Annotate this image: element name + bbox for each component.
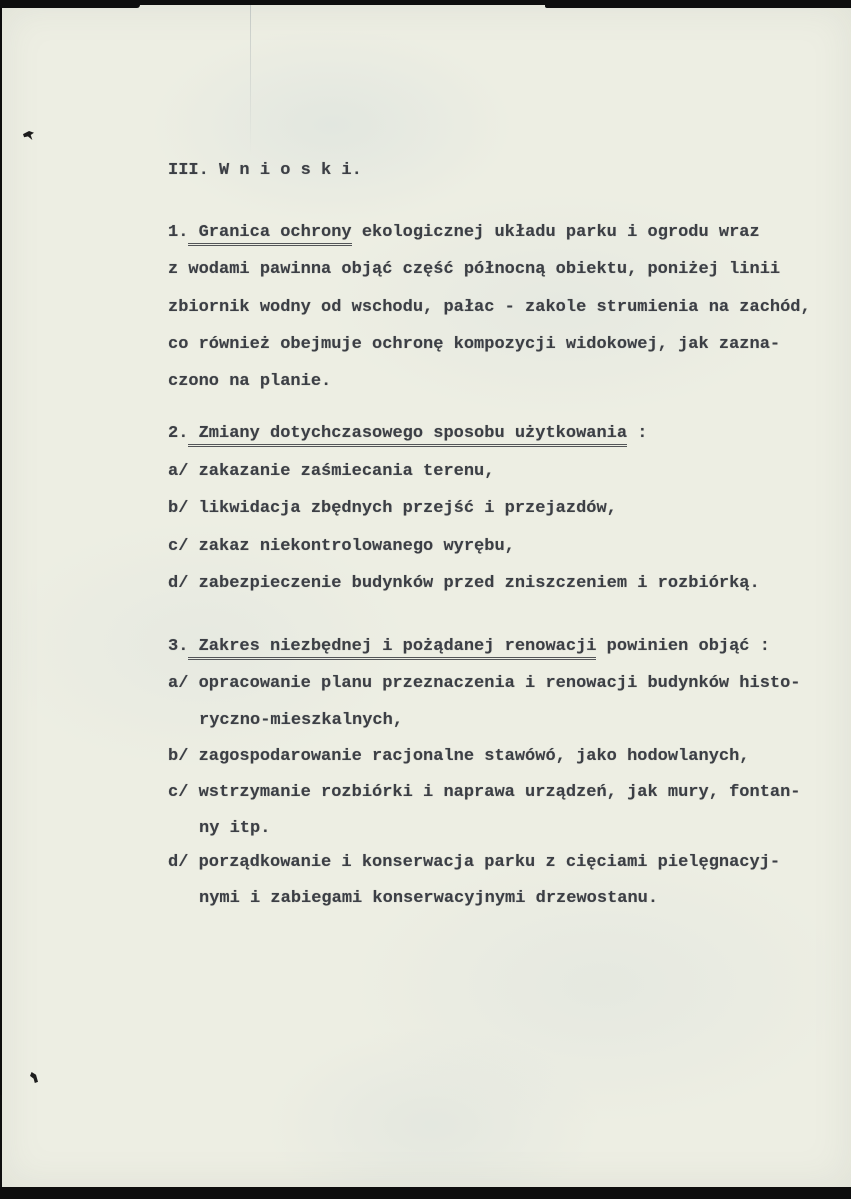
text-segment: zbiornik wodny od wschodu, pałac - zakole strumienia na zachód, <box>168 298 811 317</box>
text-segment: d/ zabezpieczenie budynków przed zniszczeniem i rozbiórką. <box>168 574 760 593</box>
text-segment: czono na planie. <box>168 372 332 391</box>
item-1-line <box>168 373 331 390</box>
item-3c <box>168 784 801 801</box>
item-3a-cont <box>199 712 403 729</box>
item-3-heading <box>168 638 770 655</box>
item-2b <box>168 500 617 517</box>
section-heading <box>168 162 362 179</box>
text-segment: c/ zakaz niekontrolowanego wyrębu, <box>168 537 515 556</box>
text-segment: a/ opracowanie planu przeznaczenia i renowacji budynków histo- <box>168 674 801 693</box>
text-segment: b/ likwidacja zbędnych przejść i przejazdów, <box>168 499 617 518</box>
item-1-line <box>168 336 780 353</box>
text-segment: b/ zagospodarowanie racjonalne stawówó, jako hodowlanych, <box>168 747 750 766</box>
text-segment: III. W n i o s k i. <box>168 161 362 180</box>
item-3c-cont <box>199 820 270 837</box>
text-segment: c/ wstrzymanie rozbiórki i naprawa urządzeń, jak mury, fontan- <box>168 783 801 802</box>
item-2c <box>168 538 515 555</box>
item-1-line <box>168 261 780 278</box>
item-2a <box>168 463 494 480</box>
item-3d <box>168 854 780 871</box>
text-segment: nymi i zabiegami konserwacyjnymi drzewostanu. <box>199 889 659 908</box>
item-1-line <box>168 299 811 316</box>
text-segment: a/ zakazanie zaśmiecania terenu, <box>168 462 495 481</box>
text-segment: ny itp. <box>199 819 271 838</box>
text-segment: : <box>627 424 648 443</box>
text-segment: z wodami pawinna objąć część północną obiektu, poniżej linii <box>168 260 781 279</box>
text-segment: 2. <box>168 424 189 443</box>
underlined-text-segment: Granica ochrony <box>188 223 351 246</box>
text-segment: ryczno-mieszkalnych, <box>199 711 404 730</box>
item-1-heading <box>168 224 760 241</box>
underlined-text-segment: Zakres niezbędnej i pożądanej renowacji <box>188 637 596 660</box>
item-2-heading <box>168 425 647 442</box>
text-segment: co również obejmuje ochronę kompozycji widokowej, jak zazna- <box>168 335 781 354</box>
underlined-text-segment: Zmiany dotychczasowego sposobu użytkowania <box>188 424 627 447</box>
item-3d-cont <box>199 890 658 907</box>
text-segment: d/ porządkowanie i konserwacja parku z cięciami pielęgnacyj- <box>168 853 781 872</box>
text-segment: 1. <box>168 223 189 242</box>
item-2d <box>168 575 760 592</box>
text-segment: ekologicznej układu parku i ogrodu wraz <box>351 223 760 242</box>
text-segment: 3. <box>168 637 189 656</box>
item-3a <box>168 675 801 692</box>
text-segment: powinien objąć : <box>596 637 770 656</box>
item-3b <box>168 748 750 765</box>
